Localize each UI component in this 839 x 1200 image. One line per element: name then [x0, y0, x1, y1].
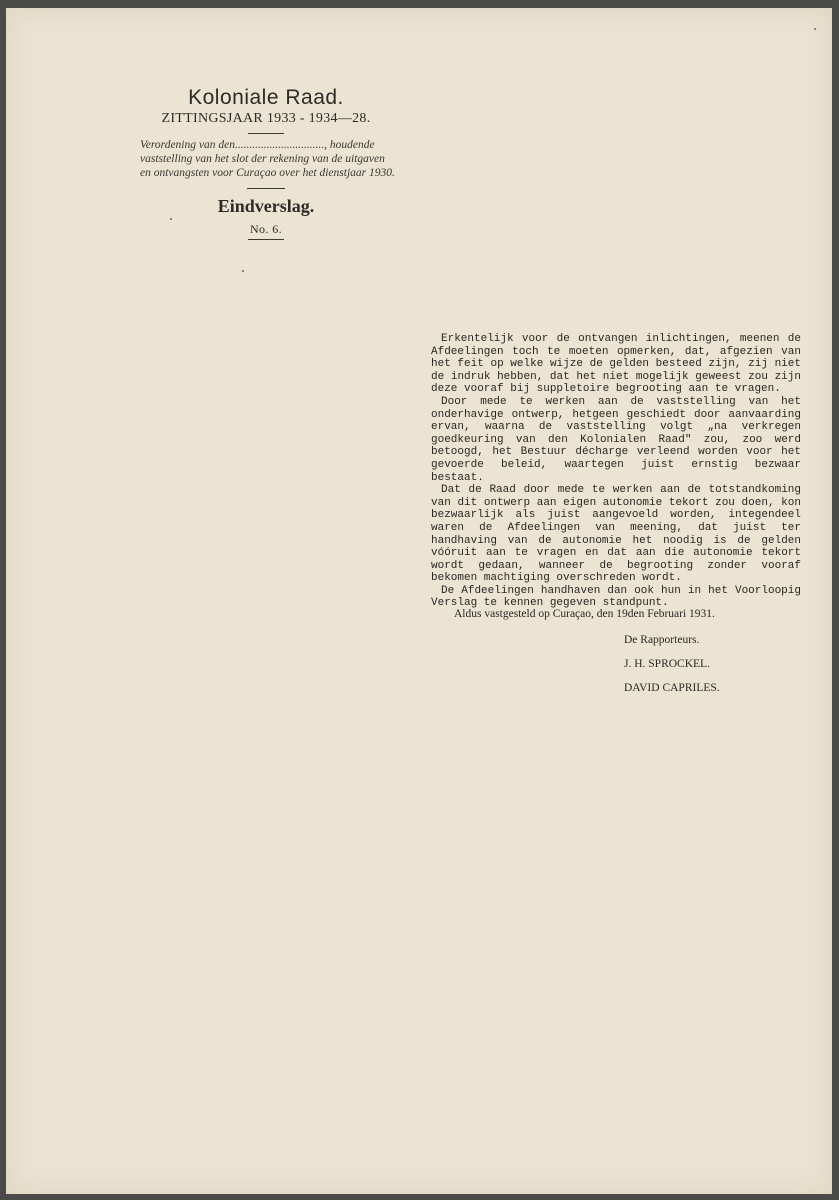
- report-number: No. 6.: [249, 222, 283, 236]
- paragraph: Erkentelijk voor de ontvangen inlichtingen, meenen de Afdeelingen toch te moeten opmerken, dat, afgezien van het feit op welke wijze de gelden besteed zijn, zij niet de indruk hebben, dat het niet mogelijk geweest zou zijn deze vooraf bij suppletoire begrooting aan te vragen.: [431, 333, 801, 396]
- signatory: DAVID CAPRILES.: [624, 682, 720, 694]
- council-title: Koloniale Raad.: [188, 86, 344, 109]
- scan-dot: [814, 28, 816, 30]
- divider: [247, 188, 285, 189]
- divider: [248, 239, 284, 240]
- signatory: J. H. SPROCKEL.: [624, 658, 710, 670]
- paragraph: Dat de Raad door mede te werken aan de totstandkoming van dit ontwerp aan eigen autonomie tekort zou doen, kon bezwaarlijk als juist aangevoeld worden, integendeel waren de Afdeelingen van meening, dat juist ter handhaving van de autonomie het noodig is de gelden vóóruit aan te vragen en dat aan die autonomie tekort wordt gedaan, wanneer de begrooting zonder vooraf bekomen machtiging overschreden wordt.: [431, 484, 801, 585]
- report-body: [431, 333, 801, 610]
- report-type: Eindverslag.: [217, 196, 315, 216]
- divider: [248, 133, 284, 134]
- ordinance-subject: Verordening van den..............................., houdende vaststelling van het slot der rekening van de uitgaven en ontvangsten voor Curaçao over het dienstjaar 1930.: [140, 139, 395, 179]
- adoption-statement: Aldus vastgesteld op Curaçao, den 19den Februari 1931.: [454, 608, 715, 620]
- paragraph: Door mede te werken aan de vaststelling van het onderhavige ontwerp, hetgeen geschiedt door aanvaarding ervan, waarna de vaststelling volgt „na verkregen goedkeuring van den Kolonialen Raad" zou, zoo werd betoogd, het Bestuur décharge verleend worden voor het gevoerde beleid, waartegen juist ernstig bezwaar bestaat.: [431, 395, 801, 484]
- session-year: ZITTINGSJAAR 1933 - 1934—28.: [161, 111, 371, 126]
- paragraph: De Afdeelingen handhaven dan ook hun in het Voorloopig Verslag te kennen gegeven standpunt.: [431, 584, 801, 610]
- document-page: [6, 8, 832, 1194]
- rapporteurs-label: De Rapporteurs.: [624, 634, 700, 646]
- scan-dot: [242, 270, 244, 272]
- document-header: [136, 86, 396, 244]
